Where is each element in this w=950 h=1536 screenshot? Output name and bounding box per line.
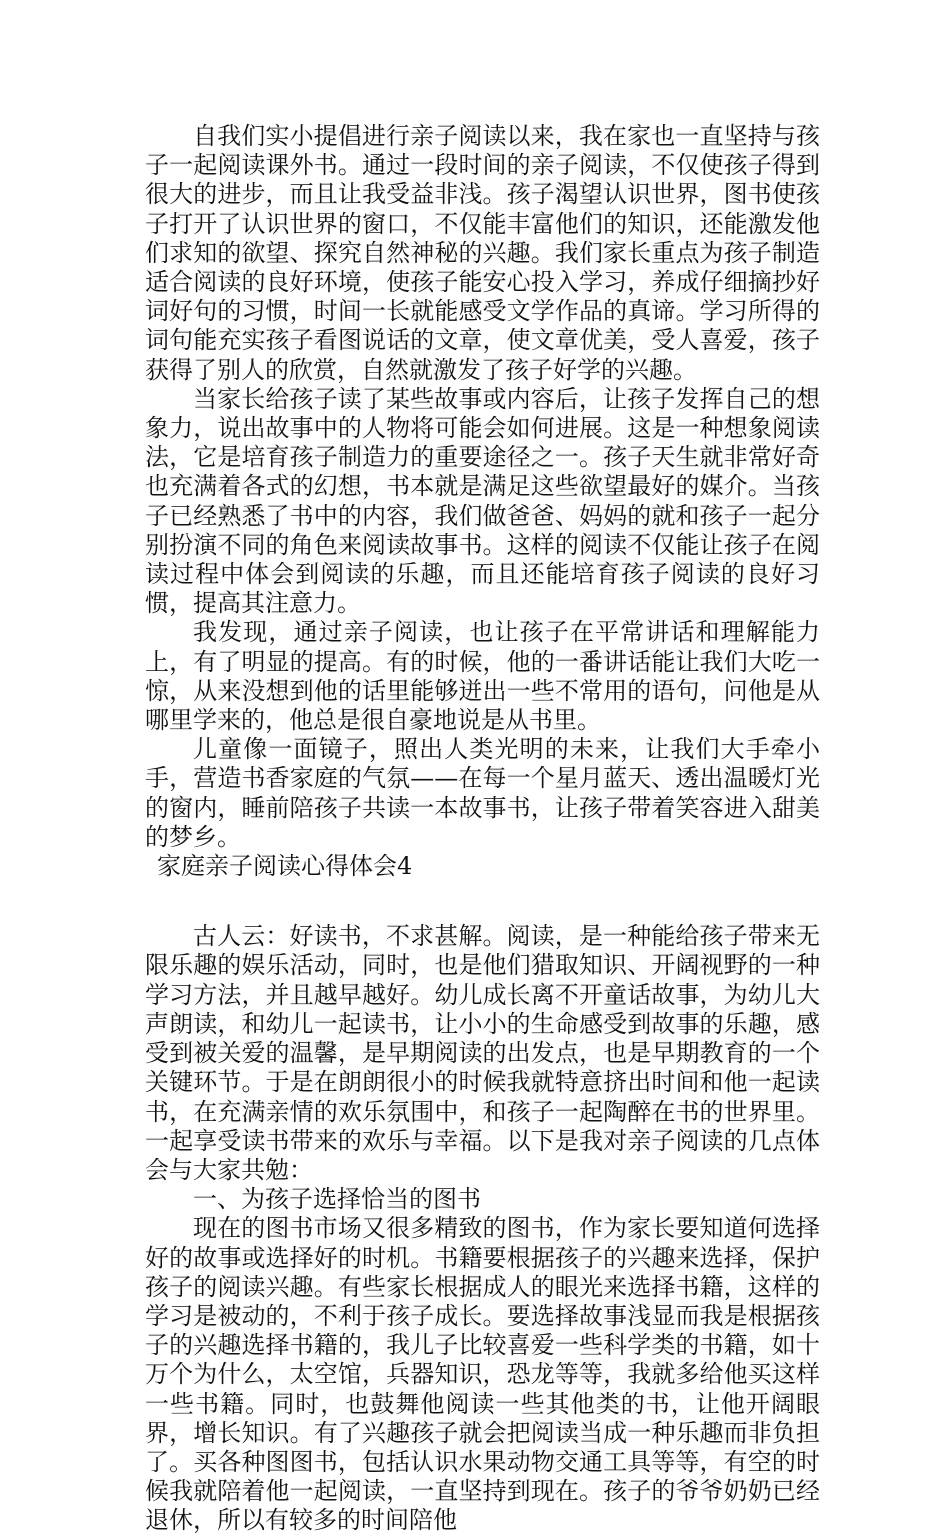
paragraph: 儿童像一面镜子，照出人类光明的未来，让我们大手牵小手，营造书香家庭的气氛——在每一个星月蓝天、透出温暖灯光的窗内，睡前陪孩子共读一本故事书，让孩子带着笑容进入甜美的梦乡。	[145, 735, 820, 851]
spacer	[145, 881, 820, 922]
paragraph: 现在的图书市场又很多精致的图书，作为家长要知道何选择好的故事或选择好的时机。书籍要根据孩子的兴趣来选择，保护孩子的阅读兴趣。有些家长根据成人的眼光来选择书籍，这样的学习是被动的，不利于孩子成长。要选择故事浅显而我是根据孩子的兴趣选择书籍的，我儿子比较喜爱一些科学类的书籍，如十万个为什么，太空馆，兵器知识，恐龙等等，我就多给他买这样一些书籍。同时，也鼓舞他阅读一些其他类的书，让他开阔眼界，增长知识。有了兴趣孩子就会把阅读当成一种乐趣而非负担了。买各种图图书，包括认识水果动物交通工具等等，有空的时候我就陪着他一起阅读，一直坚持到现在。孩子的爷爷奶奶已经退休，所以有较多的时间陪他	[145, 1214, 820, 1535]
document-page	[145, 122, 820, 1536]
paragraph: 当家长给孩子读了某些故事或内容后，让孩子发挥自己的想象力，说出故事中的人物将可能会如何进展。这是一种想象阅读法，它是培育孩子制造力的重要途径之一。孩子天生就非常好奇也充满着各式的幻想，书本就是满足这些欲望最好的媒介。当孩子已经熟悉了书中的内容，我们做爸爸、妈妈的就和孩子一起分别扮演不同的角色来阅读故事书。这样的阅读不仅能让孩子在阅读过程中体会到阅读的乐趣，而且还能培育孩子阅读的良好习惯，提高其注意力。	[145, 384, 820, 618]
subheading: 一、为孩子选择恰当的图书	[193, 1185, 481, 1214]
paragraph: 古人云：好读书，不求甚解。阅读，是一种能给孩子带来无限乐趣的娱乐活动，同时，也是他们猎取知识、开阔视野的一种学习方法，并且越早越好。幼儿成长离不开童话故事，为幼儿大声朗读，和幼儿一起读书，让小小的生命感受到故事的乐趣，感受到被关爱的温馨，是早期阅读的出发点，也是早期教育的一个关键环节。于是在朗朗很小的时候我就特意挤出时间和他一起读书，在充满亲情的欢乐氛围中，和孩子一起陶醉在书的世界里。一起享受读书带来的欢乐与幸福。以下是我对亲子阅读的几点体会与大家共勉：	[145, 922, 820, 1184]
paragraph: 自我们实小提倡进行亲子阅读以来，我在家也一直坚持与孩子一起阅读课外书。通过一段时间的亲子阅读，不仅使孩子得到很大的进步，而且让我受益非浅。孩子渴望认识世界，图书使孩子打开了认识世界的窗口，不仅能丰富他们的知识，还能激发他们求知的欲望、探究自然神秘的兴趣。我们家长重点为孩子制造适合阅读的良好环境，使孩子能安心投入学习，养成仔细摘抄好词好句的习惯，时间一长就能感受文学作品的真谛。学习所得的词句能充实孩子看图说话的文章，使文章优美，受人喜爱，孩子获得了别人的欣赏，自然就激发了孩子好学的兴趣。	[145, 122, 820, 384]
paragraph: 我发现，通过亲子阅读，也让孩子在平常讲话和理解能力上，有了明显的提高。有的时候，他的一番讲话能让我们大吃一惊，从来没想到他的话里能够迸出一些不常用的语句，问他是从哪里学来的，他总是很自豪地说是从书里。	[145, 618, 820, 735]
section-title: 家庭亲子阅读心得体会4	[157, 852, 413, 881]
